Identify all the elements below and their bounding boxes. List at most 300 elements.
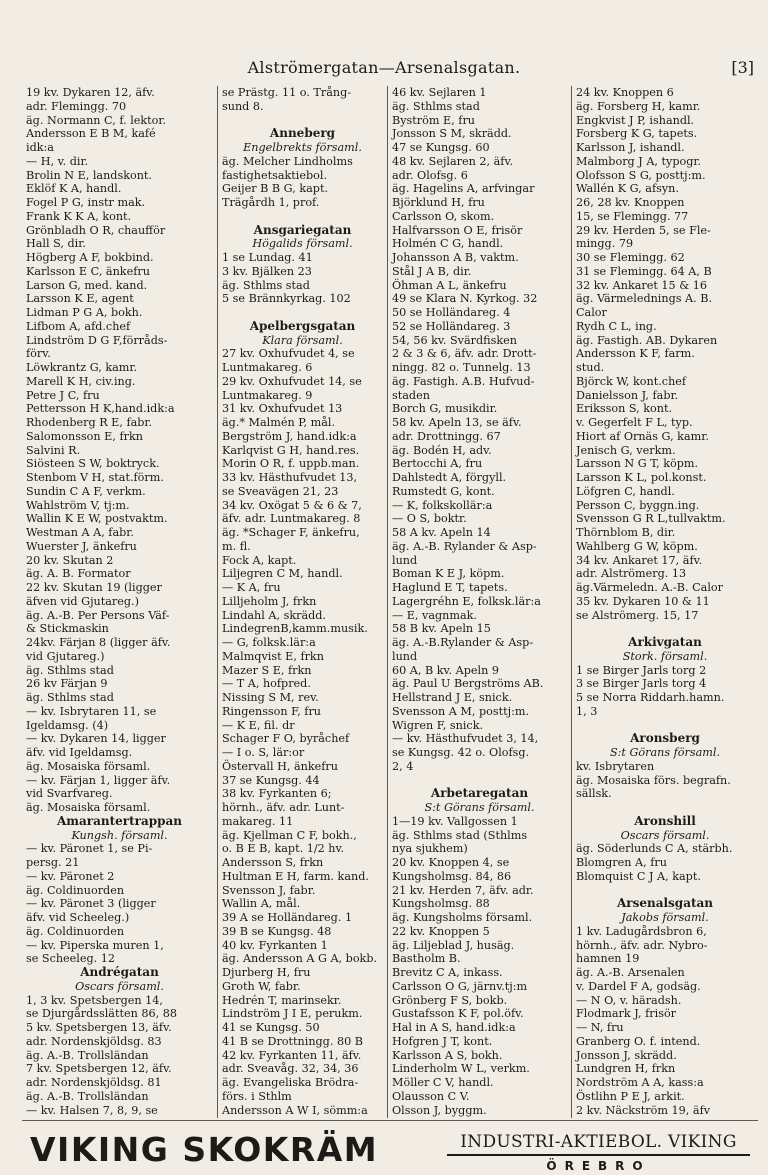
column-3 bbox=[388, 86, 572, 1118]
directory-entry: äg. Sthlms stad bbox=[26, 691, 114, 704]
directory-entry: v. Gegerfelt F L, typ. bbox=[576, 416, 693, 429]
directory-entry: 50 se Holländareg. 4 bbox=[392, 306, 511, 319]
directory-entry: adr. Nordenskjöldsg. 81 bbox=[26, 1076, 162, 1089]
directory-entry: 30 se Flemingg. 62 bbox=[576, 251, 685, 264]
directory-entry: äg. Sthlms stad bbox=[392, 99, 480, 113]
directory-entry bbox=[576, 622, 754, 636]
directory-entry: Olofsson S G, posttj:m. bbox=[576, 168, 706, 182]
directory-entry: — kv. Dykaren 14, ligger bbox=[26, 732, 166, 746]
directory-entry: lund bbox=[392, 649, 418, 663]
directory-entry: Brevitz C A, inkass. bbox=[392, 966, 503, 979]
directory-entry: — K, folkskollär:a bbox=[392, 498, 493, 512]
directory-entry: Mazer S E, frkn bbox=[222, 663, 312, 677]
parish-label: Oscars församl. bbox=[75, 979, 164, 993]
page-number: [3] bbox=[731, 58, 754, 77]
directory-entry: äg. Mosaiska församl. bbox=[26, 759, 151, 773]
directory-entry: äg. Evangeliska Brödra- bbox=[222, 1076, 359, 1089]
directory-entry: Lagergréhn E, folksk.lär:a bbox=[392, 594, 541, 608]
directory-entry: makareg. 11 bbox=[222, 814, 294, 828]
advert-divider bbox=[22, 1120, 758, 1121]
directory-entry: 24kv. Färjan 8 (ligger äfv. bbox=[26, 636, 171, 649]
directory-entry: Boman K E J, köpm. bbox=[392, 567, 505, 581]
advert-city: ÖREBRO bbox=[546, 1159, 651, 1173]
directory-entry: 7 kv. Spetsbergen 12, äfv. bbox=[26, 1062, 172, 1076]
directory-entry: Löwkrantz G, kamr. bbox=[26, 361, 138, 374]
directory-entry: Karlsson E C, änkefru bbox=[26, 264, 150, 278]
directory-entry bbox=[222, 114, 383, 128]
directory-entry: 39 A se Holländareg. 1 bbox=[222, 911, 353, 924]
directory-entry: Stål J A B, dir. bbox=[392, 264, 472, 278]
directory-entry: äg. Coldinuorden bbox=[26, 883, 125, 897]
directory-entry: — kv. Päronet 1, se Pi- bbox=[26, 842, 153, 856]
directory-entry: Marell K H, civ.ing. bbox=[26, 374, 136, 388]
directory-entry: Haglund E T, tapets. bbox=[392, 581, 508, 594]
parish-label: S:t Görans församl. bbox=[424, 801, 535, 814]
directory-entry: adr. Alströmerg. 13 bbox=[576, 567, 687, 581]
directory-entry: Rumstedt G, kont. bbox=[392, 484, 495, 498]
directory-entry: Andersson K F, farm. bbox=[576, 347, 695, 361]
directory-entry: Liljegren C M, handl. bbox=[222, 567, 343, 581]
directory-entry: 1 kv. Ladugårdsbron 6, bbox=[576, 924, 707, 938]
directory-entry: Möller C V, handl. bbox=[392, 1076, 494, 1089]
directory-entry: se Scheeleg. 12 bbox=[26, 952, 116, 966]
directory-entry: Wahlström V, tj:m. bbox=[26, 498, 130, 512]
directory-entry: 52 se Holländareg. 3 bbox=[392, 319, 511, 333]
directory-entry: 42 kv. Fyrkanten 11, äfv. bbox=[222, 1048, 362, 1062]
parish-label: S:t Görans församl. bbox=[609, 746, 721, 759]
directory-entry: Andersson S, frkn bbox=[222, 856, 324, 869]
street-heading: Arsenalsgatan bbox=[616, 896, 714, 911]
directory-entry: Svensson G R L,tullvaktm. bbox=[576, 512, 726, 526]
directory-entry: Malmqvist E, frkn bbox=[222, 649, 324, 663]
directory-entry: se Alströmerg. 15, 17 bbox=[576, 608, 699, 622]
directory-entry: äg. Melcher Lindholms bbox=[222, 154, 353, 168]
directory-entry: Fock A, kapt. bbox=[222, 553, 297, 567]
directory-entry: Westman A A, fabr. bbox=[26, 526, 134, 539]
directory-entry: 58 kv. Apeln 13, se äfv. bbox=[392, 416, 522, 429]
directory-entry: Nordström A A, kass:a bbox=[576, 1076, 704, 1089]
directory-entry: förv. bbox=[26, 347, 51, 361]
directory-entry: Bastholm B. bbox=[392, 952, 461, 966]
directory-entry: hörnh., äfv. adr. Nybro- bbox=[576, 938, 708, 952]
directory-entry: 38 kv. Fyrkanten 6; bbox=[222, 787, 332, 801]
directory-entry: hamnen 19 bbox=[576, 952, 640, 966]
directory-entry: se Kungsg. 42 o. Olofsg. bbox=[392, 746, 530, 759]
directory-entry: — kv. Färjan 1, ligger äfv. bbox=[26, 773, 171, 787]
directory-entry: Brolin N E, landskont. bbox=[26, 168, 152, 182]
parish-label: Högalids församl. bbox=[252, 237, 353, 251]
column-1 bbox=[22, 86, 218, 1118]
directory-entry: Andersson A W I, sömm:a bbox=[222, 1103, 368, 1117]
directory-entry: Hofgren J T, kont. bbox=[392, 1034, 493, 1048]
directory-entry: 2, 4 bbox=[392, 759, 414, 773]
directory-entry: v. Dardel F A, godsäg. bbox=[576, 979, 701, 993]
directory-entry: se Djurgårdsslätten 86, 88 bbox=[26, 1007, 177, 1021]
directory-entry: äg. Andersson A G A, bokb. bbox=[222, 952, 378, 966]
directory-entry: Calor bbox=[576, 306, 607, 319]
directory-entry: Olsson J, byggm. bbox=[392, 1103, 487, 1117]
directory-entry: 58 B kv. Apeln 15 bbox=[392, 622, 491, 636]
directory-entry: — G, folksk.lär:a bbox=[222, 636, 316, 649]
directory-entry: Lindahl A, skrädd. bbox=[222, 608, 326, 622]
directory-entry: Djurberg H, fru bbox=[222, 966, 311, 979]
directory-entry: äg. Kjellman C F, bokh., bbox=[222, 828, 357, 842]
directory-entry: — K A, fru bbox=[222, 581, 281, 594]
directory-entry: Svensson J, fabr. bbox=[222, 883, 316, 897]
directory-entry: se Sveavägen 21, 23 bbox=[222, 484, 339, 498]
directory-entry: Gustafsson K F, pol.öfv. bbox=[392, 1007, 524, 1021]
directory-entry: äg. A. B. Formator bbox=[26, 567, 131, 581]
directory-entry: adr. Sveavåg. 32, 34, 36 bbox=[222, 1062, 359, 1076]
directory-entry: 1—19 kv. Vallgossen 1 bbox=[392, 814, 518, 828]
directory-entry: Svensson A M, posttj:m. bbox=[392, 704, 530, 718]
directory-entry: Luntmakareg. 9 bbox=[222, 388, 313, 402]
directory-entry: Östervall H, änkefru bbox=[222, 759, 338, 773]
directory-entry: Malmborg J A, typogr. bbox=[576, 154, 702, 168]
directory-entry: 22 kv. Skutan 19 (ligger bbox=[26, 581, 162, 594]
directory-entry: Schager F O, byråchef bbox=[222, 732, 350, 746]
directory-entry: 20 kv. Skutan 2 bbox=[26, 553, 114, 567]
directory-entry: fastighetsaktiebol. bbox=[222, 168, 328, 182]
directory-entry: staden bbox=[392, 388, 430, 402]
directory-entry: Larsson N G T, köpm. bbox=[576, 457, 699, 471]
directory-entry: äg. A.-B.Rylander & Asp- bbox=[392, 636, 534, 649]
directory-entry: — kv. Hästhufvudet 3, 14, bbox=[392, 732, 539, 746]
directory-entry: Karlsson A S, bokh. bbox=[392, 1048, 503, 1062]
directory-entry: förs. i Sthlm bbox=[222, 1089, 292, 1103]
directory-entry: Löfgren C, handl. bbox=[576, 484, 675, 498]
directory-entry: äg. Fastigh. A.B. Hufvud- bbox=[392, 374, 535, 388]
directory-entry: Thörnblom B, dir. bbox=[576, 526, 676, 539]
directory-entry: Lindström J I E, perukm. bbox=[222, 1007, 363, 1021]
page-title: Alströmergatan—Arsenalsgatan. bbox=[247, 58, 521, 77]
directory-entry: äg. Mosaiska församl. bbox=[26, 801, 151, 814]
street-heading: Arbetaregatan bbox=[430, 786, 529, 801]
directory-entry: 26 kv Färjan 9 bbox=[26, 677, 108, 691]
directory-entry: o. B E B, kapt. 1/2 hv. bbox=[222, 842, 345, 856]
directory-entry: äg.Värmeledn. A.-B. Calor bbox=[576, 581, 724, 594]
directory-entry: — N, fru bbox=[576, 1021, 624, 1034]
directory-entry: äg.* Malmén P, mål. bbox=[222, 416, 336, 429]
directory-entry: 2 kv. Näckström 19, äfv bbox=[576, 1103, 711, 1117]
street-heading: Aronsberg bbox=[630, 731, 700, 746]
directory-entry: 5 se Brännkyrkag. 102 bbox=[222, 292, 351, 306]
directory-entry bbox=[576, 1117, 754, 1118]
directory-entry: — kv. Halsen 7, 8, 9, se bbox=[26, 1103, 158, 1117]
directory-entry: Olausson C V. bbox=[392, 1089, 470, 1103]
directory-entry: äg. Coldinuorden bbox=[26, 924, 125, 938]
directory-entry: Öhman A L, änkefru bbox=[392, 278, 507, 292]
directory-entry: Eklöf K A, handl. bbox=[26, 182, 122, 196]
street-heading: Amarantertrappan bbox=[56, 813, 183, 828]
directory-entry: — kv. Päronet 3 (ligger bbox=[26, 897, 156, 911]
directory-entry: Högberg A F, bokbind. bbox=[26, 251, 154, 264]
directory-entry bbox=[576, 801, 754, 815]
street-heading: Arkivgatan bbox=[628, 635, 702, 649]
directory-entry: 26, 28 kv. Knoppen bbox=[576, 196, 685, 209]
directory-entry: — E, vagnmak. bbox=[392, 608, 477, 622]
directory-entry: äg. A.-B. Rylander & Asp- bbox=[392, 539, 537, 553]
directory-entry: 29 kv. Herden 5, se Fle- bbox=[576, 223, 711, 237]
directory-entry: — N O, v. häradsh. bbox=[576, 993, 682, 1007]
directory-entry: 32 kv. Ankaret 15 & 16 bbox=[576, 278, 707, 292]
directory-entry: Frank K K A, kont. bbox=[26, 209, 132, 223]
directory-entry: Hal in A S, hand.idk:a bbox=[392, 1021, 516, 1034]
parish-label: Oscars församl. bbox=[620, 828, 710, 842]
directory-entry: äg. Liljeblad J, husäg. bbox=[392, 938, 515, 952]
directory-entry: äg. Sthlms stad bbox=[222, 278, 310, 292]
directory-entry: 1, 3 bbox=[576, 704, 598, 718]
directory-entry: Salomonsson E, frkn bbox=[26, 429, 143, 443]
street-heading: Aronshill bbox=[634, 813, 696, 828]
directory-entry: 1 se Birger Jarls torg 2 bbox=[576, 663, 707, 677]
directory-entry: äg. Sthlms stad (Sthlms bbox=[392, 828, 528, 842]
directory-columns bbox=[22, 86, 758, 1118]
directory-entry: hörnh., äfv. adr. Lunt- bbox=[222, 801, 345, 814]
directory-entry: Andersson E B M, kafé bbox=[26, 127, 156, 141]
directory-entry: äg. Paul U Bergströms AB. bbox=[392, 677, 544, 691]
directory-entry: 1 se Lundag. 41 bbox=[222, 251, 313, 264]
directory-entry: ningg. 82 o. Tunnelg. 13 bbox=[392, 361, 531, 374]
directory-entry: Flodmark J, frisör bbox=[576, 1007, 677, 1021]
directory-entry: 34 kv. Ankaret 17, äfv. bbox=[576, 553, 703, 567]
directory-entry: Nissing S M, rev. bbox=[222, 691, 319, 704]
parish-label: Stork. församl. bbox=[622, 649, 708, 663]
directory-entry: Groth W, fabr. bbox=[222, 979, 301, 993]
directory-entry: Pettersson H K,hand.idk:a bbox=[26, 402, 175, 416]
directory-entry: 39 B se Kungsg. 48 bbox=[222, 924, 332, 938]
directory-entry: 5 kv. Spetsbergen 13, äfv. bbox=[26, 1021, 172, 1034]
page-header bbox=[0, 58, 768, 80]
directory-entry: Wahlberg G W, köpm. bbox=[576, 539, 698, 553]
directory-entry: Larsson K L, pol.konst. bbox=[576, 471, 707, 484]
directory-entry: äg. Mosaiska förs. begrafn. bbox=[576, 773, 731, 787]
directory-entry: Karlsson J, ishandl. bbox=[576, 141, 685, 154]
directory-entry: 40 kv. Fyrkanten 1 bbox=[222, 938, 328, 952]
directory-entry: sällsk. bbox=[576, 787, 612, 801]
directory-entry: äg. Forsberg H, kamr. bbox=[576, 99, 701, 113]
directory-entry: 24 kv. Knoppen 6 bbox=[576, 86, 674, 99]
directory-entry: — K E, fil. dr bbox=[222, 718, 295, 732]
directory-entry: Larson G, med. kand. bbox=[26, 278, 148, 292]
street-heading: Ansgariegatan bbox=[253, 222, 352, 237]
directory-entry: 35 kv. Dykaren 10 & 11 bbox=[576, 594, 710, 608]
directory-entry: Geijer B B G, kapt. bbox=[222, 182, 328, 196]
directory-entry: LindegrenB,kamm.musik. bbox=[222, 622, 368, 636]
directory-entry: Jonsson S M, skrädd. bbox=[392, 127, 512, 141]
directory-entry: adr. Nordenskjöldsg. 83 bbox=[26, 1034, 162, 1048]
directory-entry: 3 kv. Bjälken 23 bbox=[222, 264, 312, 278]
directory-entry: stud. bbox=[576, 361, 605, 374]
directory-entry: Hiort af Ornäs G, kamr. bbox=[576, 429, 709, 443]
directory-entry bbox=[392, 1117, 567, 1118]
directory-entry: Björck W, kont.chef bbox=[576, 374, 687, 388]
directory-entry: Sundin C A F, verkm. bbox=[26, 484, 146, 498]
directory-entry: Borch G, musikdir. bbox=[392, 402, 498, 416]
directory-entry bbox=[576, 884, 754, 898]
directory-entry: Bergström J, hand.idk:a bbox=[222, 429, 357, 443]
directory-entry: 27 kv. Oxhufvudet 4, se bbox=[222, 347, 355, 361]
directory-entry: idk:a bbox=[26, 141, 54, 154]
directory-entry: Morin O R, f. uppb.man. bbox=[222, 457, 360, 471]
directory-entry: Luntmakareg. 6 bbox=[222, 361, 313, 374]
directory-entry: adr. Drottningg. 67 bbox=[392, 429, 501, 443]
directory-entry: se Prästg. 11 o. Trång- bbox=[222, 86, 352, 99]
directory-entry: Hedrén T, marinsekr. bbox=[222, 993, 342, 1007]
directory-entry: vid Gjutareg.) bbox=[26, 649, 105, 663]
directory-entry: 48 kv. Sejlaren 2, äfv. bbox=[392, 154, 513, 168]
directory-entry: Wallén K G, afsyn. bbox=[576, 182, 679, 196]
street-heading: Anneberg bbox=[269, 126, 336, 141]
parish-label: Jakobs församl. bbox=[621, 911, 709, 924]
directory-entry: Petre J C, fru bbox=[26, 388, 100, 402]
directory-entry: äfven vid Gjutareg.) bbox=[26, 594, 139, 608]
directory-entry: Dahlstedt A, förgyll. bbox=[392, 471, 507, 484]
directory-entry: & Stickmaskin bbox=[26, 622, 109, 636]
directory-entry: Jonsson J, skrädd. bbox=[576, 1048, 677, 1062]
directory-entry: Hultman E H, farm. kand. bbox=[222, 869, 369, 883]
directory-entry: äg. Kungsholms församl. bbox=[392, 911, 533, 924]
parish-label: Engelbrekts församl. bbox=[243, 141, 362, 154]
directory-entry: äg. Normann C, f. lektor. bbox=[26, 113, 167, 127]
column-2 bbox=[218, 86, 388, 1118]
directory-entry: kv. Isbrytaren bbox=[576, 759, 655, 773]
directory-entry: äg. Bodén H, adv. bbox=[392, 443, 492, 457]
directory-entry: 37 se Kungsg. 44 bbox=[222, 773, 320, 787]
directory-entry: Carlsson O, skom. bbox=[392, 209, 495, 223]
directory-entry: mingg. 79 bbox=[576, 237, 634, 251]
directory-entry: äfv. vid Scheeleg.) bbox=[26, 911, 130, 924]
directory-entry: 33 kv. Hästhufvudet 13, bbox=[222, 471, 358, 484]
directory-entry: Grönbladh O R, chaufför bbox=[26, 223, 166, 237]
directory-entry: Forsberg K G, tapets. bbox=[576, 127, 698, 141]
directory-entry: adr. Flemingg. 70 bbox=[26, 99, 127, 113]
directory-entry: äg. *Schager F, änkefru, bbox=[222, 526, 360, 539]
directory-entry: Lindström D G F,förråds- bbox=[26, 333, 168, 347]
directory-entry: Hellstrand J E, snick. bbox=[392, 691, 513, 704]
directory-entry: vid Svarfvareg. bbox=[26, 787, 113, 801]
directory-entry: Grönberg F S, bokb. bbox=[392, 993, 508, 1007]
directory-entry: äg. Fastigh. AB. Dykaren bbox=[576, 333, 718, 347]
column-4 bbox=[572, 86, 758, 1118]
street-heading: Apelbergsgatan bbox=[249, 318, 356, 333]
directory-entry: Stenbom V H, stat.förm. bbox=[26, 471, 164, 484]
directory-entry: Lidman P G A, bokh. bbox=[26, 306, 143, 319]
directory-entry bbox=[222, 210, 383, 224]
directory-entry: Halfvarsson O E, frisör bbox=[392, 223, 523, 237]
directory-entry: äg. Söderlunds C A, stärbh. bbox=[576, 842, 733, 856]
directory-entry: m. fl. bbox=[222, 539, 251, 553]
directory-entry: Blomgren A, fru bbox=[576, 856, 667, 869]
directory-entry: Persson C, byggn.ing. bbox=[576, 498, 700, 512]
directory-entry: Hall S, dir. bbox=[26, 237, 86, 251]
directory-entry: persg. 21 bbox=[26, 856, 80, 869]
directory-entry: Kungsholmsg. 84, 86 bbox=[392, 869, 512, 883]
directory-entry: — H, v. dir. bbox=[26, 154, 89, 168]
directory-entry: sund 8. bbox=[222, 99, 264, 113]
directory-entry: Trägårdh 1, prof. bbox=[222, 196, 320, 209]
directory-entry: — T A, hofpred. bbox=[222, 677, 311, 691]
directory-entry bbox=[26, 1117, 213, 1118]
directory-entry: 58 A kv. Apeln 14 bbox=[392, 526, 491, 539]
directory-entry: Wigren F, snick. bbox=[392, 718, 484, 732]
directory-entry: 41 B se Drottningg. 80 B bbox=[222, 1034, 363, 1048]
directory-entry: 20 kv. Knoppen 4, se bbox=[392, 856, 510, 869]
directory-entry: Bertocchi A, fru bbox=[392, 457, 483, 471]
directory-entry: Kungsholmsg. 88 bbox=[392, 897, 490, 911]
directory-entry: Fogel P G, instr mak. bbox=[26, 196, 146, 209]
directory-entry: Lifbom A, afd.chef bbox=[26, 319, 131, 333]
directory-entry: lund bbox=[392, 553, 418, 567]
directory-entry: Eriksson S, kont. bbox=[576, 402, 673, 416]
directory-entry: äg. Hagelins A, arfvingar bbox=[392, 182, 535, 196]
directory-entry: Salvini R. bbox=[26, 443, 81, 457]
advert-brand: VIKING SKOKRÄM bbox=[30, 1130, 379, 1169]
directory-entry: 34 kv. Oxögat 5 & 6 & 7, bbox=[222, 498, 362, 512]
directory-entry: Igeldamsg. (4) bbox=[26, 718, 109, 732]
directory-entry bbox=[392, 774, 567, 788]
directory-entry: nya sjukhem) bbox=[392, 842, 468, 856]
directory-entry: Carlsson O G, järnv.tj:m bbox=[392, 979, 528, 993]
directory-entry: äg. A.-B. Per Persons Väf- bbox=[26, 608, 170, 622]
directory-entry: Lilljeholm J, frkn bbox=[222, 594, 317, 608]
advertisement bbox=[30, 1128, 750, 1173]
directory-entry: 3 se Birger Jarls torg 4 bbox=[576, 677, 707, 691]
directory-entry: — kv. Isbrytaren 11, se bbox=[26, 704, 157, 718]
directory-entry: Wallin K E W, postvaktm. bbox=[26, 512, 168, 526]
directory-entry: 60 A, B kv. Apeln 9 bbox=[392, 663, 499, 677]
directory-entry: äg. Sthlms stad bbox=[26, 663, 114, 677]
directory-entry: Holmén C G, handl. bbox=[392, 237, 504, 251]
directory-entry: adr. Olofsg. 6 bbox=[392, 168, 468, 182]
directory-entry bbox=[222, 306, 383, 320]
directory-entry: Granberg O. f. intend. bbox=[576, 1034, 701, 1048]
directory-entry: — I o. S, lär:or bbox=[222, 746, 305, 759]
directory-entry: Siösteen S W, boktryck. bbox=[26, 457, 160, 471]
directory-entry: Blomquist C J A, kapt. bbox=[576, 869, 701, 883]
directory-entry: 31 kv. Oxhufvudet 13 bbox=[222, 402, 343, 416]
directory-entry: Ringensson F, fru bbox=[222, 704, 321, 718]
directory-entry: äg. Värmelednings A. B. bbox=[576, 292, 713, 306]
directory-entry: 49 se Klara N. Kyrkog. 32 bbox=[392, 292, 538, 306]
directory-entry: Jenisch G, verkm. bbox=[576, 443, 676, 457]
directory-entry: 47 se Kungsg. 60 bbox=[392, 141, 490, 154]
directory-entry: 2 & 3 & 6, äfv. adr. Drott- bbox=[392, 347, 537, 361]
directory-entry: Björklund H, fru bbox=[392, 196, 485, 209]
directory-entry: äfv. adr. Luntmakareg. 8 bbox=[222, 512, 361, 526]
directory-entry: äg. A.-B. Trollsländan bbox=[26, 1048, 149, 1062]
directory-entry: Rhodenberg R E, fabr. bbox=[26, 416, 153, 429]
directory-entry: 5 se Norra Riddarh.hamn. bbox=[576, 691, 725, 704]
parish-label: Kungsh. församl. bbox=[71, 828, 168, 842]
directory-entry: 29 kv. Oxhufvudet 14, se bbox=[222, 374, 362, 388]
directory-entry: Lundgren H, frkn bbox=[576, 1062, 676, 1076]
directory-entry: — kv. Päronet 2 bbox=[26, 869, 115, 883]
directory-entry: — O S, boktr. bbox=[392, 512, 467, 526]
directory-entry: — kv. Piperska muren 1, bbox=[26, 938, 164, 952]
directory-entry: 41 se Kungsg. 50 bbox=[222, 1021, 320, 1034]
directory-entry: 31 se Flemingg. 64 A, B bbox=[576, 264, 712, 278]
parish-label: Klara församl. bbox=[262, 333, 343, 347]
directory-entry: 1, 3 kv. Spetsbergen 14, bbox=[26, 993, 163, 1007]
directory-entry: äfv. vid Igeldamsg. bbox=[26, 746, 133, 759]
directory-entry: 46 kv. Sejlaren 1 bbox=[392, 86, 487, 99]
directory-entry: 54, 56 kv. Svärdfisken bbox=[392, 333, 517, 347]
directory-entry: Johansson A B, vaktm. bbox=[392, 251, 519, 264]
directory-entry bbox=[222, 1117, 383, 1118]
directory-entry: 22 kv. Knoppen 5 bbox=[392, 924, 490, 938]
directory-entry: Byström E, fru bbox=[392, 113, 475, 127]
